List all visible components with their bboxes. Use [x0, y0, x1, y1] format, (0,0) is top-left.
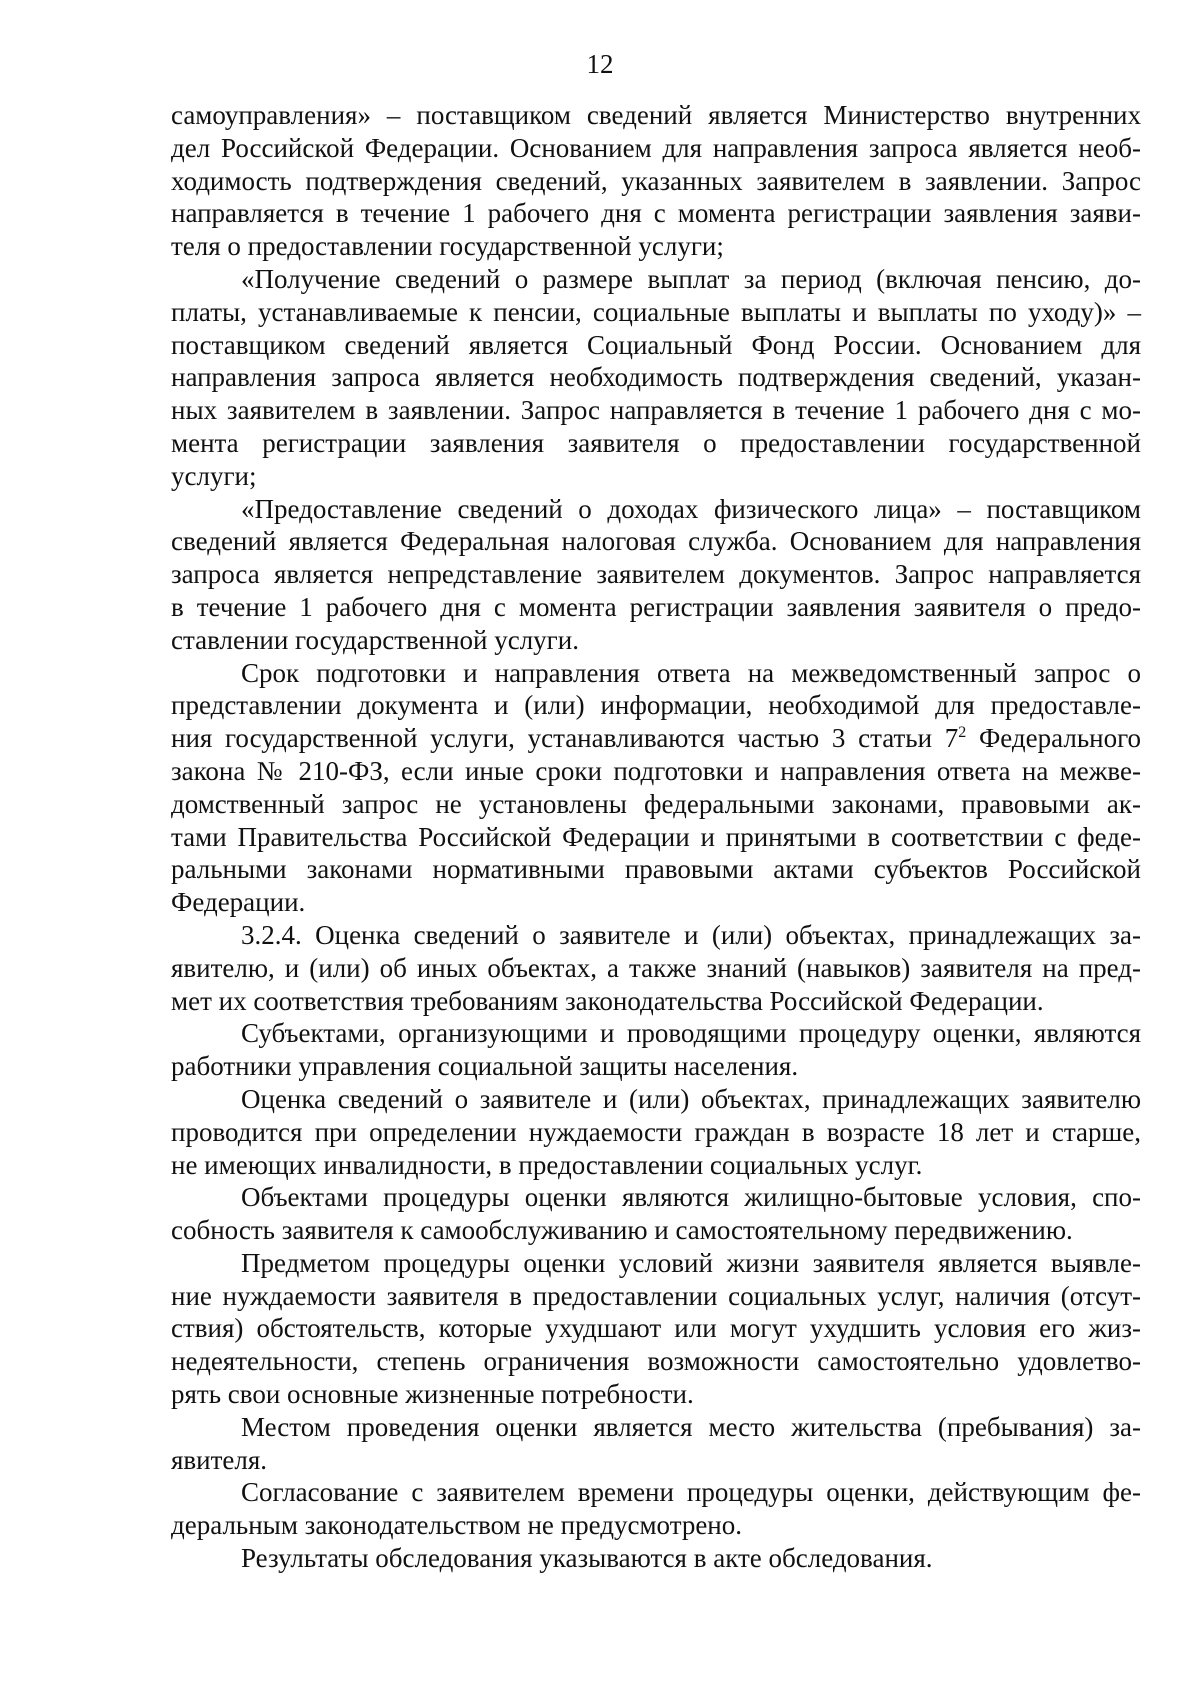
text-line: рять свои основные жизненные потребности.	[171, 1379, 694, 1410]
text-line: Предметом процедуры оценки условий жизни заявителя является выявле-	[241, 1247, 1141, 1278]
text-line: теля о предоставлении государственной услуги;	[171, 231, 724, 262]
paragraph	[171, 493, 1141, 657]
paragraph	[171, 1181, 1141, 1247]
text-line: ральными законами нормативными правовыми актами субъектов Российской	[171, 854, 1141, 885]
text-line: запроса является непредставление заявителем документов. Запрос направляется	[171, 559, 1141, 590]
text-line: 3.2.4. Оценка сведений о заявителе и (или) объектах, принадлежащих за-	[241, 919, 1141, 950]
text-line: в течение 1 рабочего дня с момента регистрации заявления заявителя о предо-	[171, 591, 1141, 622]
text-line: «Получение сведений о размере выплат за период (включая пенсию, до-	[241, 263, 1141, 294]
paragraph	[171, 919, 1141, 1017]
text-line: явителю, и (или) об иных объектах, а также знаний (навыков) заявителя на пред-	[171, 952, 1141, 983]
text-line: Срок подготовки и направления ответа на межведомственный запрос о	[241, 657, 1141, 688]
text-line: Результаты обследования указываются в акте обследования.	[241, 1543, 933, 1574]
paragraph	[171, 1476, 1141, 1542]
text-line: проводится при определении нуждаемости граждан в возрасте 18 лет и старше,	[171, 1116, 1141, 1147]
text-line: ходимость подтверждения сведений, указанных заявителем в заявлении. Запрос	[171, 165, 1141, 196]
text-line: услуги;	[171, 460, 257, 491]
document-body	[171, 99, 1141, 1575]
paragraph	[171, 1247, 1141, 1411]
text-line: Федерации.	[171, 887, 306, 918]
text-line: «Предоставление сведений о доходах физического лица» – поставщиком	[241, 493, 1141, 524]
text-line: деральным законодательством не предусмотрено.	[171, 1510, 743, 1541]
paragraph	[171, 1411, 1141, 1477]
text-line: Местом проведения оценки является место жительства (пребывания) за-	[241, 1411, 1141, 1442]
paragraph	[171, 1017, 1141, 1083]
text-line: мента регистрации заявления заявителя о предоставлении государственной	[171, 427, 1141, 458]
text-line: представлении документа и (или) информации, необходимой для предоставле-	[171, 690, 1141, 721]
text-line: собность заявителя к самообслуживанию и самостоятельному передвижению.	[171, 1215, 1073, 1246]
paragraph	[171, 99, 1141, 263]
text-line: явителя.	[171, 1444, 268, 1475]
paragraph	[171, 263, 1141, 493]
text-line: самоуправления» – поставщиком сведений является Министерство внутренних	[171, 100, 1141, 130]
text-line: платы, устанавливаемые к пенсии, социальные выплаты и выплаты по уходу)» –	[171, 296, 1141, 327]
paragraph	[171, 1083, 1141, 1181]
paragraph	[171, 1542, 1141, 1575]
page-number: 12	[586, 49, 614, 79]
text-line: дел Российской Федерации. Основанием для направления запроса является необ-	[171, 132, 1141, 163]
text-line: работники управления социальной защиты населения.	[171, 1051, 799, 1082]
text-line: тами Правительства Российской Федерации и принятыми в соответствии с феде-	[171, 821, 1141, 852]
text-line: Согласование с заявителем времени процедуры оценки, действующим фе-	[241, 1477, 1141, 1508]
text-line: Субъектами, организующими и проводящими процедуру оценки, являются	[241, 1018, 1141, 1049]
text-line: ние нуждаемости заявителя в предоставлении социальных услуг, наличия (отсут-	[171, 1280, 1141, 1311]
text-line: ствия) обстоятельств, которые ухудшают или могут ухудшить условия его жиз-	[171, 1313, 1141, 1344]
text-line: ставлении государственной услуги.	[171, 624, 579, 655]
text-line: направляется в течение 1 рабочего дня с момента регистрации заявления заяви-	[171, 198, 1141, 229]
paragraph	[171, 657, 1141, 919]
text-line: ния государственной услуги, устанавливаются частью 3 статьи $7^2$ Федерального	[171, 723, 1141, 754]
text-line: ных заявителем в заявлении. Запрос направляется в течение 1 рабочего дня с мо-	[171, 395, 1141, 426]
text-line: не имеющих инвалидности, в предоставлении социальных услуг.	[171, 1149, 923, 1180]
text-line: домственный запрос не установлены федеральными законами, правовыми ак-	[171, 788, 1141, 819]
text-line: Объектами процедуры оценки являются жилищно-бытовые условия, спо-	[241, 1182, 1141, 1213]
text-line: закона № 210-ФЗ, если иные сроки подготовки и направления ответа на межве-	[171, 755, 1141, 786]
text-line: мет их соответствия требованиям законодательства Российской Федерации.	[171, 985, 1044, 1016]
text-line: поставщиком сведений является Социальный Фонд России. Основанием для	[171, 329, 1141, 360]
text-line: направления запроса является необходимость подтверждения сведений, указан-	[171, 362, 1141, 393]
text-line: сведений является Федеральная налоговая служба. Основанием для направления	[171, 526, 1141, 557]
text-line: недеятельности, степень ограничения возможности самостоятельно удовлетво-	[171, 1346, 1141, 1377]
text-line: Оценка сведений о заявителе и (или) объектах, принадлежащих заявителю	[241, 1083, 1141, 1114]
